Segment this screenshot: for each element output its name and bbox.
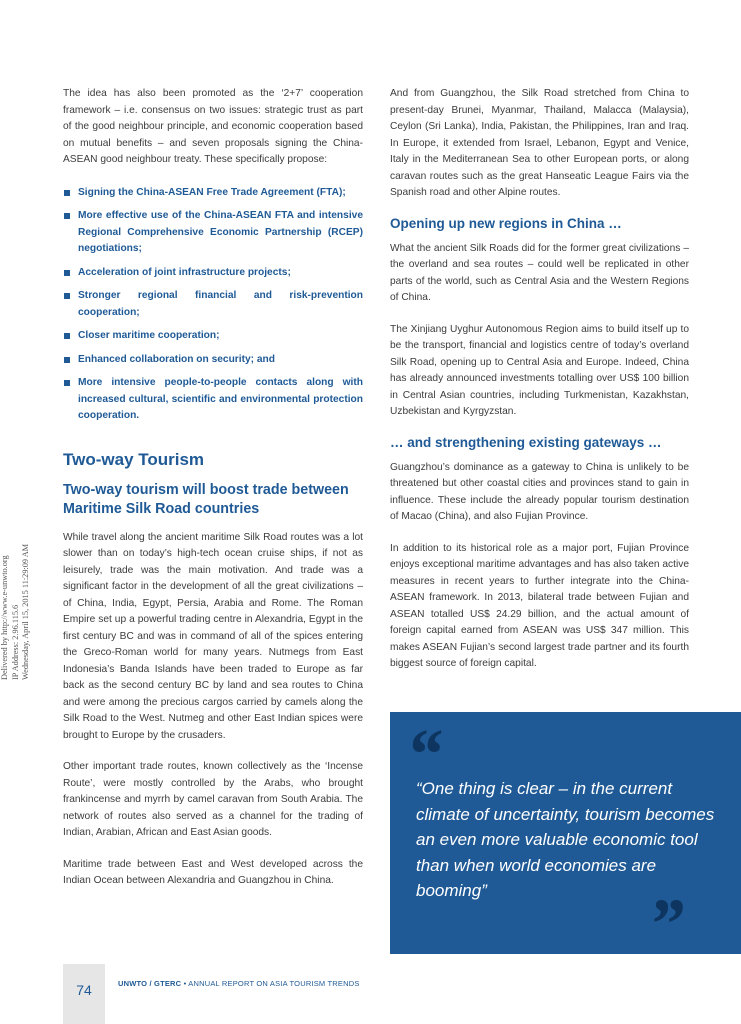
square-bullet-icon: [64, 293, 70, 299]
running-footer: [118, 979, 360, 988]
watermark-line: IP Address: 2.96.115.6: [10, 604, 20, 680]
square-bullet-icon: [64, 333, 70, 339]
square-bullet-icon: [64, 270, 70, 276]
left-column: [63, 86, 363, 890]
list-item-text: More effective use of the China-ASEAN FTA and intensive Regional Comprehensive Economic Partnership (RCEP) negotiations;: [78, 210, 363, 254]
footer-title: ANNUAL REPORT ON ASIA TOURISM TRENDS: [188, 979, 360, 988]
list-item-text: Signing the China-ASEAN Free Trade Agreement (FTA);: [78, 186, 346, 198]
page-number-box: [63, 964, 105, 1024]
body-paragraph: Maritime trade between East and West developed across the Indian Ocean between Alexandria and Guangzhou in China.: [63, 858, 363, 886]
body-paragraph: Other important trade routes, known collectively as the ‘Incense Route’, were mostly controlled by the Arabs, who brought frankincense and myrrh by camel caravan from South Arabia. The network of routes also served as a channel for the trading of Indian, Arabian, African and East Asian goods.: [63, 761, 363, 838]
body-paragraph: While travel along the ancient maritime Silk Road routes was a lot slower than on today’s high-tech ocean cruise ships, if not as leisurely, trade was the main motivation. And trade was a significant factor in the development of all the great civilizations – of China, India, Egypt, Persia, Arabia and Rome. The Roman Empire set up a powerful trading centre in Alexandria, Egypt in the first century BC and was in command of all of the spices entering the Greco-Roman world for many years. Nutmegs from East Indonesia’s Banda Islands have been traded to Europe as far back as the second century BC by land and sea routes to China and were among the precious cargos carried by camels along the Silk Road to the West. Nutmeg and other East Indian spices were brought to Europe by the crusaders.: [63, 531, 363, 741]
list-item: [63, 328, 363, 345]
body-paragraph: In addition to its historical role as a major port, Fujian Province enjoys exceptional maritime advantages and has also taken active measures in recent years to further integrate into the China-ASEAN framework. In 2013, bilateral trade between Fujian and ASEAN totalled US$ 24.29 billion, and the actual amount of foreign capital earned from ASEAN was US$ 347 million. This makes ASEAN Fujian’s second largest trade partner and its fourth biggest source of foreign capital.: [390, 542, 690, 669]
section-heading: Opening up new regions in China …: [390, 215, 622, 231]
close-quote-icon: ”: [648, 884, 684, 964]
proposal-list: [63, 185, 363, 425]
square-bullet-icon: [64, 380, 70, 386]
pull-quote: [390, 712, 741, 964]
section-heading: … and strengthening existing gateways …: [390, 434, 662, 450]
list-item: [63, 265, 363, 282]
body-paragraph: What the ancient Silk Roads did for the former great civilizations – the overland and sea routes – could well be replicated in other parts of the world, such as Central Asia and the Western Regions of China.: [390, 242, 689, 303]
list-item: [63, 208, 363, 258]
right-column: [390, 86, 689, 673]
open-quote-icon: “: [406, 714, 442, 794]
watermark-line: Wednesday, April 15, 2015 11:29:09 AM: [21, 543, 30, 680]
list-item-text: More intensive people-to-people contacts along with increased cultural, scientific and environmental protection cooperation.: [78, 377, 363, 421]
body-paragraph: And from Guangzhou, the Silk Road stretched from China to present-day Brunei, Myanmar, Thailand, Malacca (Malaysia), Ceylon (Sri Lanka), India, Pakistan, the Philippines, Iran and Iraq. In Europe, it extended from Israel, Lebanon, Egypt and Venice, Italy in the Mediterranean Sea to other European ports, or along caravan routes such as the great Hanseatic League Fairs via the Spanish road and other Alpine routes.: [390, 88, 689, 198]
subsection-title: Two-way tourism will boost trade between Maritime Silk Road countries: [63, 481, 349, 517]
square-bullet-icon: [64, 357, 70, 363]
square-bullet-icon: [64, 213, 70, 219]
section-title: Two-way Tourism: [63, 449, 205, 469]
list-item-text: Enhanced collaboration on security; and: [78, 353, 275, 365]
list-item: [63, 375, 363, 425]
page-number: 74: [76, 982, 92, 998]
list-item: [63, 185, 363, 202]
list-item-text: Closer maritime cooperation;: [78, 330, 220, 341]
body-paragraph: Guangzhou’s dominance as a gateway to China is unlikely to be threatened but other coastal cities and provinces stand to gain in influence. These include the already popular tourism destination of Macao (China), and also Fujian Province.: [390, 461, 689, 522]
watermark-line: Delivered by http://www.e-unwto.org: [0, 555, 9, 680]
list-item-text: Stronger regional financial and risk-prevention cooperation;: [78, 290, 363, 318]
square-bullet-icon: [64, 190, 70, 196]
list-item-text: Acceleration of joint infrastructure projects;: [78, 266, 291, 278]
list-item: [63, 352, 363, 369]
intro-paragraph: The idea has also been promoted as the ‘2+7’ cooperation framework – i.e. consensus on two issues: strategic trust as part of the good neighbour principle, and economic cooperation based on mutual benefits – and seven proposals signing the China-ASEAN good neighbour treaty. These specifically propose:: [63, 88, 363, 165]
pull-quote-text: “One thing is clear – in the current climate of uncertainty, tourism becomes an even more valuable economic tool than when world economies are booming”: [416, 779, 715, 900]
body-paragraph: The Xinjiang Uyghur Autonomous Region aims to build itself up to be the transport, financial and logistics centre of today’s overland Silk Road, opening up to Central Asia and Europe. Indeed, China has already announced investments totalling over US$ 100 billion in Central Asian countries, including Turkmenistan, Kazakhstan, Uzbekistan and Kyrgyzstan.: [390, 323, 689, 417]
list-item: [63, 288, 363, 321]
footer-org: UNWTO / GTERC: [118, 979, 182, 988]
footer-separator: •: [181, 979, 189, 988]
